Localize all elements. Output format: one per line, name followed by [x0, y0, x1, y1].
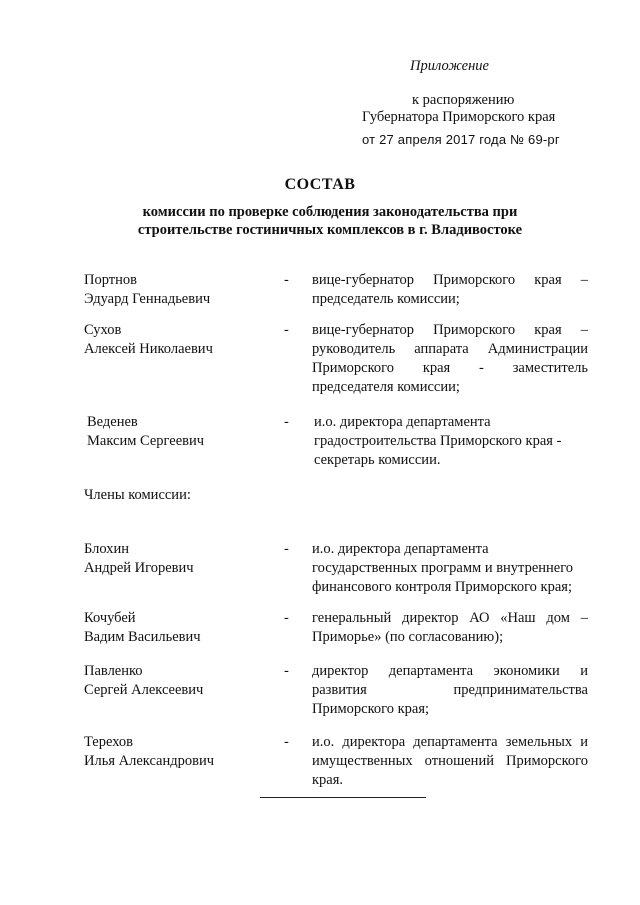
members-heading: Члены комиссии: — [84, 487, 191, 503]
person-given-names: Сергей Алексеевич — [84, 682, 204, 698]
person-role: и.о. директора департамента градостроительства Приморского края - секретарь комиссии. — [314, 414, 562, 468]
separator-dash: - — [284, 322, 289, 338]
order-reference: к распоряжению — [412, 92, 515, 108]
person-name — [84, 321, 274, 359]
subtitle-line-2: строительстве гостиничных комплексов в г. Владивостоке — [137, 222, 523, 238]
person-name — [84, 733, 274, 771]
person-given-names: Алексей Николаевич — [84, 341, 213, 357]
person-surname: Портнов — [84, 272, 137, 288]
person-given-names: Андрей Игоревич — [84, 560, 194, 576]
person-surname: Сухов — [84, 322, 122, 338]
person-role: и.о. директора департамента земельных и имущественных отношений Приморского края. — [312, 734, 588, 788]
person-surname: Кочубей — [84, 610, 136, 626]
document-title: СОСТАВ — [284, 176, 356, 193]
separator-dash: - — [284, 272, 289, 288]
order-date-number: от 27 апреля 2017 года № 69-рг — [362, 132, 560, 147]
end-divider-line — [260, 797, 426, 798]
separator-dash: - — [284, 414, 289, 430]
person-name — [84, 271, 274, 309]
document-subtitle — [120, 203, 540, 239]
person-given-names: Илья Александрович — [84, 753, 215, 769]
person-role: генеральный директор АО «Наш дом – Приморье» (по согласованию); — [312, 610, 588, 645]
appendix-label: Приложение — [410, 58, 489, 74]
subtitle-line-1: комиссии по проверке соблюдения законодательства при — [142, 204, 518, 220]
person-given-names: Вадим Васильевич — [84, 629, 201, 645]
separator-dash: - — [284, 734, 289, 750]
person-name — [84, 609, 274, 647]
person-surname: Блохин — [84, 541, 130, 557]
person-surname: Веденев — [87, 414, 138, 430]
person-role: вице-губернатор Приморского края – руководитель аппарата Администрации Приморского края - заместитель председателя комиссии; — [312, 322, 588, 395]
person-role: вице-губернатор Приморского края – председатель комиссии; — [312, 272, 588, 307]
separator-dash: - — [284, 610, 289, 626]
person-given-names: Максим Сергеевич — [87, 433, 205, 449]
separator-dash: - — [284, 663, 289, 679]
person-surname: Павленко — [84, 663, 143, 679]
person-name — [84, 662, 274, 700]
person-name — [87, 413, 277, 451]
person-role: директор департамента экономики и развития предпринимательства Приморского края; — [312, 663, 588, 717]
person-surname: Терехов — [84, 734, 134, 750]
person-role: и.о. директора департамента государственных программ и внутреннего финансового контроля Приморского края; — [312, 541, 574, 595]
governor-reference: Губернатора Приморского края — [362, 109, 556, 125]
person-given-names: Эдуард Геннадьевич — [84, 291, 211, 307]
person-name — [84, 540, 274, 578]
separator-dash: - — [284, 541, 289, 557]
